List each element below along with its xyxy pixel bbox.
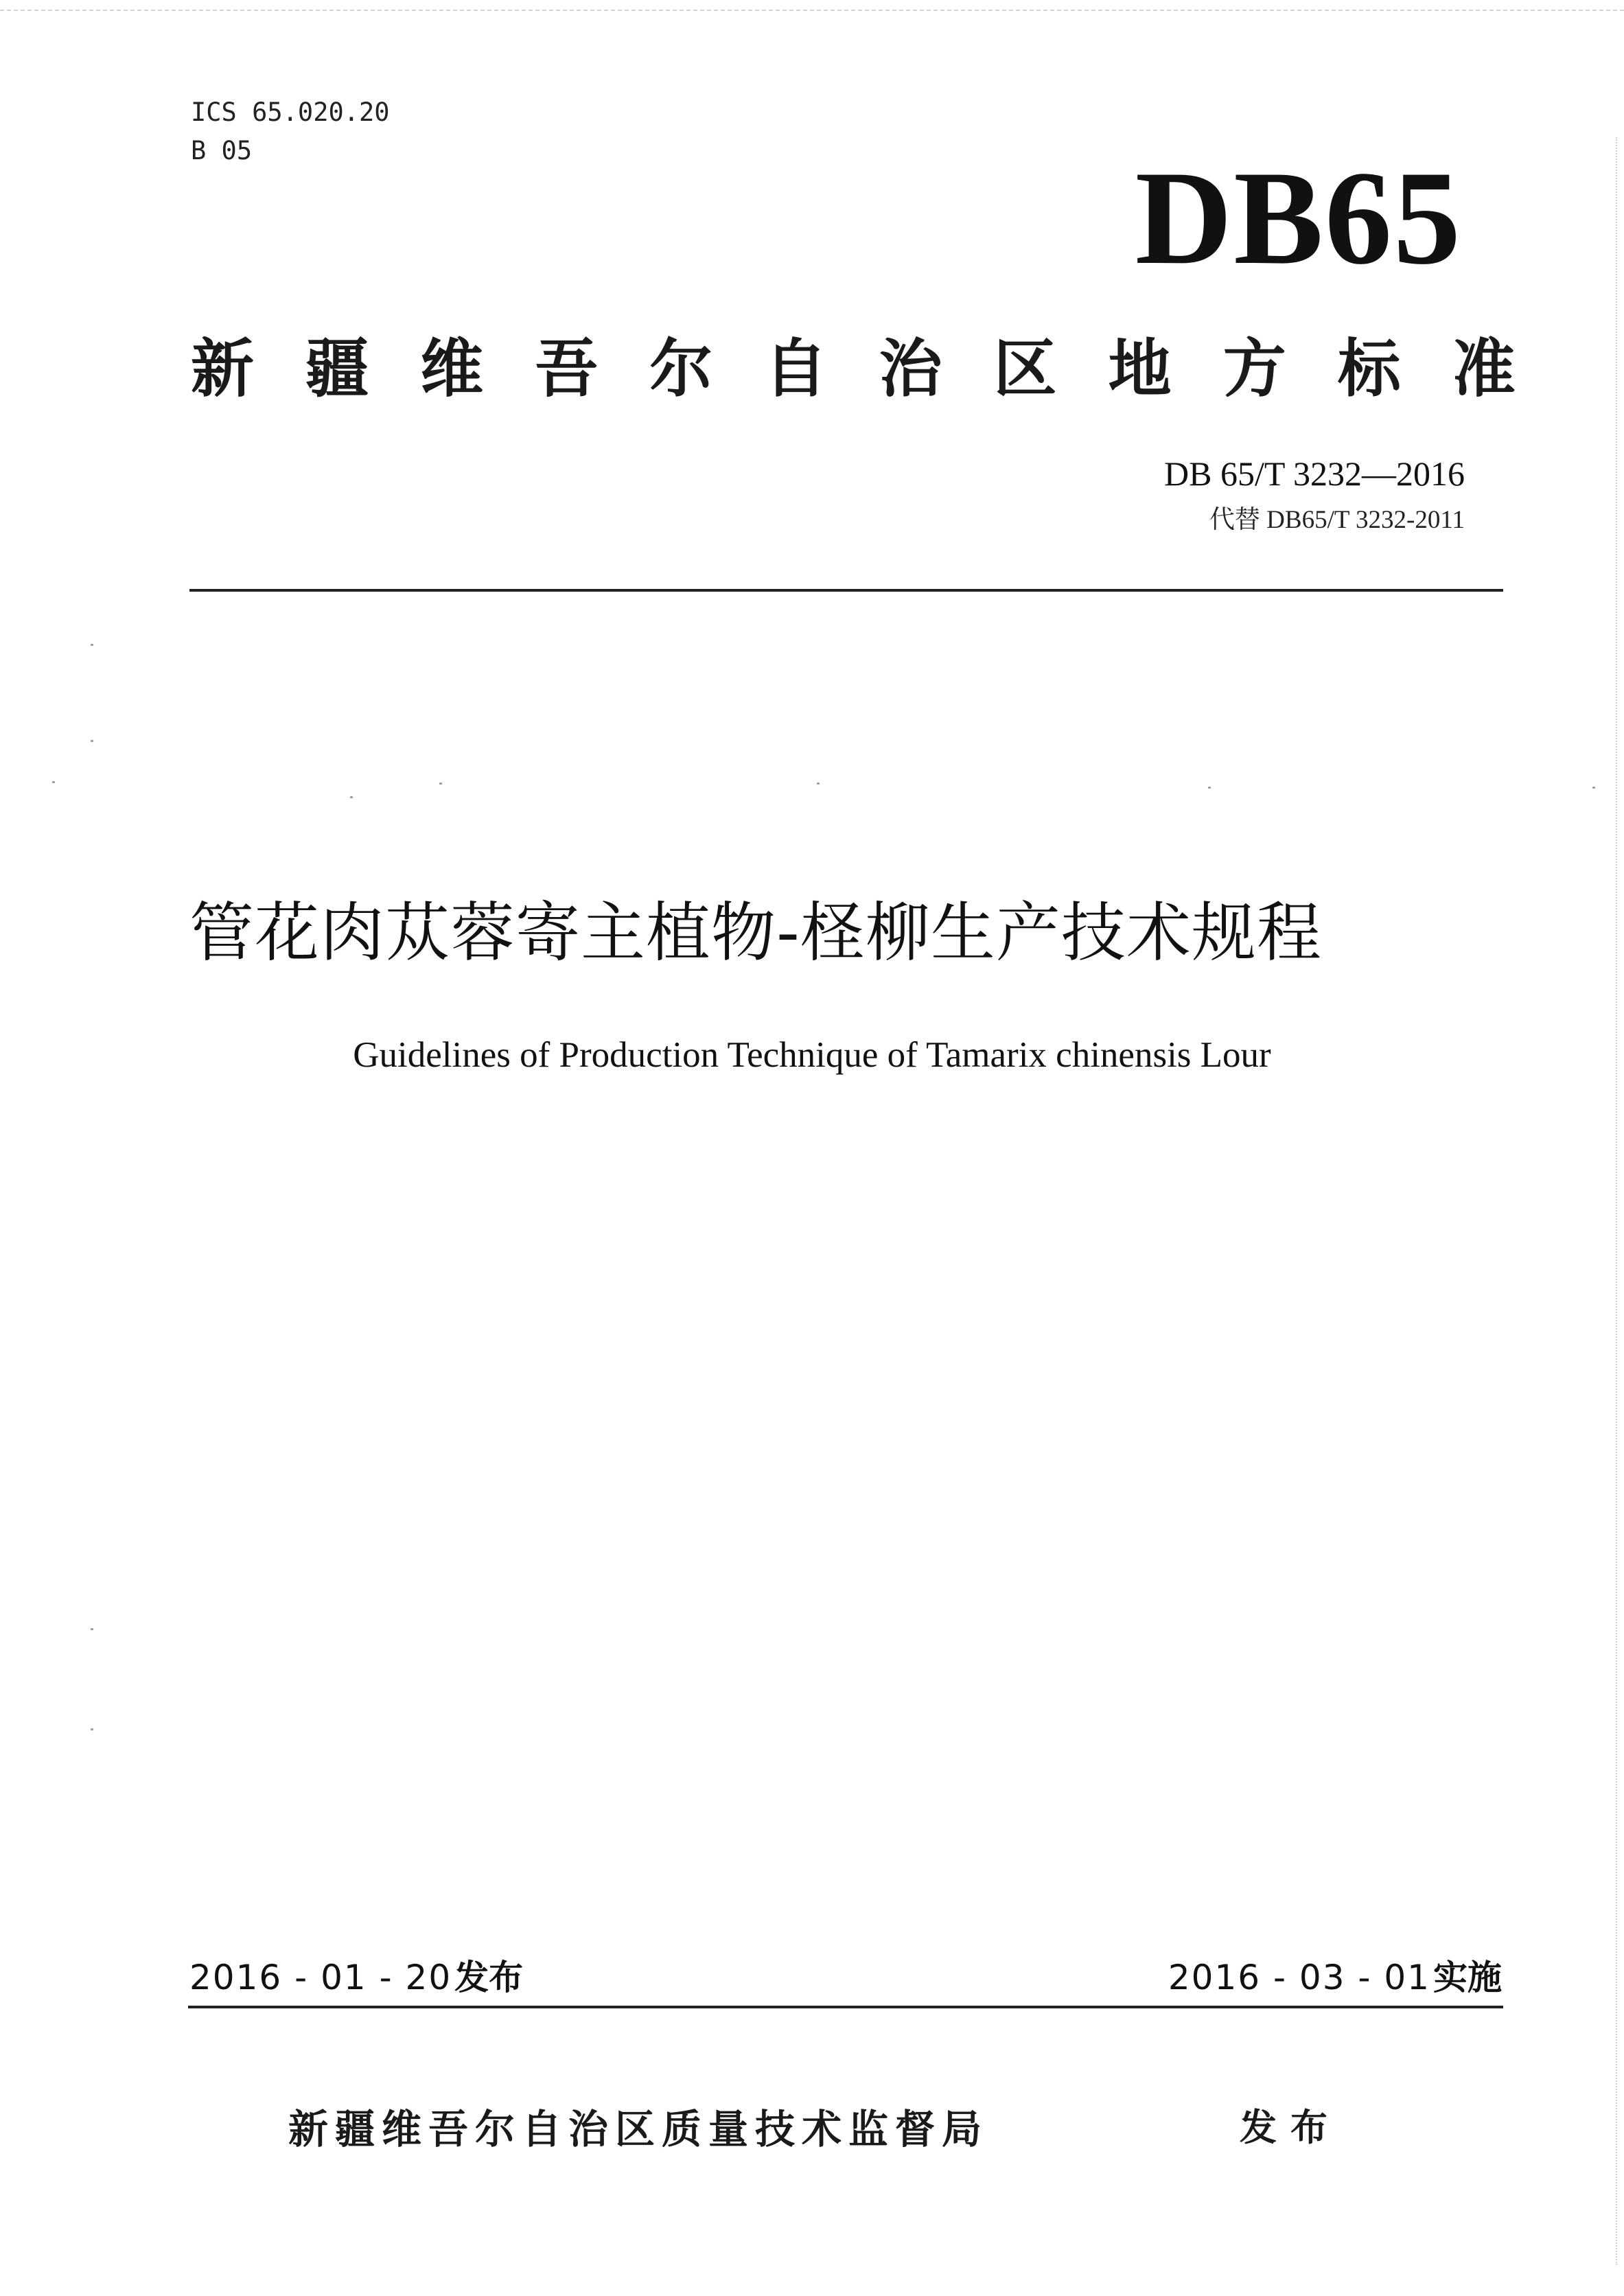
implement-label: 实施	[1433, 1958, 1502, 1997]
standard-type-char: 区	[993, 332, 1057, 406]
release-date: 2016 - 01 - 20	[189, 1958, 452, 1997]
ics-code: ICS 65.020.20	[191, 97, 390, 127]
standard-type-char: 治	[879, 332, 942, 406]
scan-speck	[91, 644, 93, 646]
scan-speck	[1208, 787, 1211, 789]
scan-speck	[91, 740, 93, 742]
release-label: 发布	[454, 1958, 524, 1997]
standard-type-char: 疆	[305, 332, 369, 406]
document-title-english: Guidelines of Production Technique of Tamarix chinensis Lour	[353, 1035, 1271, 1075]
standard-type-heading	[191, 328, 1516, 410]
scan-edge-artifact-top	[0, 0, 1624, 11]
scan-speck	[91, 1728, 93, 1730]
standard-type-char: 维	[420, 332, 484, 406]
scan-speck	[1592, 787, 1595, 789]
implement-date: 2016 - 03 - 01	[1168, 1958, 1430, 1997]
publisher-name: 新疆维吾尔自治区质量技术监督局	[288, 2106, 989, 2153]
standard-type-char: 标	[1337, 332, 1401, 406]
classification-codes	[191, 93, 390, 170]
scan-speck	[350, 796, 353, 798]
replaced-standard: 代替 DB65/T 3232-2011	[1209, 506, 1465, 534]
standard-type-char: 地	[1108, 332, 1172, 406]
footer-divider	[188, 2006, 1503, 2008]
scan-speck	[439, 782, 442, 785]
scan-edge-artifact-right	[1616, 137, 1624, 2265]
implement-date-block	[1168, 1955, 1502, 2000]
publish-label: 发布	[1240, 2106, 1341, 2149]
standard-type-char: 尔	[649, 332, 713, 406]
standard-type-char: 新	[191, 332, 255, 406]
scan-speck	[817, 782, 820, 785]
document-title-chinese: 管花肉苁蓉寄主植物-柽柳生产技术规程	[189, 896, 1322, 971]
db-logo: DB65	[1135, 143, 1462, 292]
standard-type-char: 方	[1222, 332, 1286, 406]
standard-type-char: 准	[1452, 332, 1516, 406]
standard-type-char: 吾	[535, 332, 599, 406]
release-date-block	[189, 1955, 523, 2000]
scan-speck	[52, 781, 55, 783]
header-divider	[189, 589, 1503, 592]
scan-speck	[91, 1628, 93, 1630]
standard-type-char: 自	[764, 332, 828, 406]
date-row	[189, 1955, 1502, 2000]
ccs-code: B 05	[191, 136, 253, 165]
standard-number: DB 65/T 3232—2016	[1164, 454, 1465, 493]
